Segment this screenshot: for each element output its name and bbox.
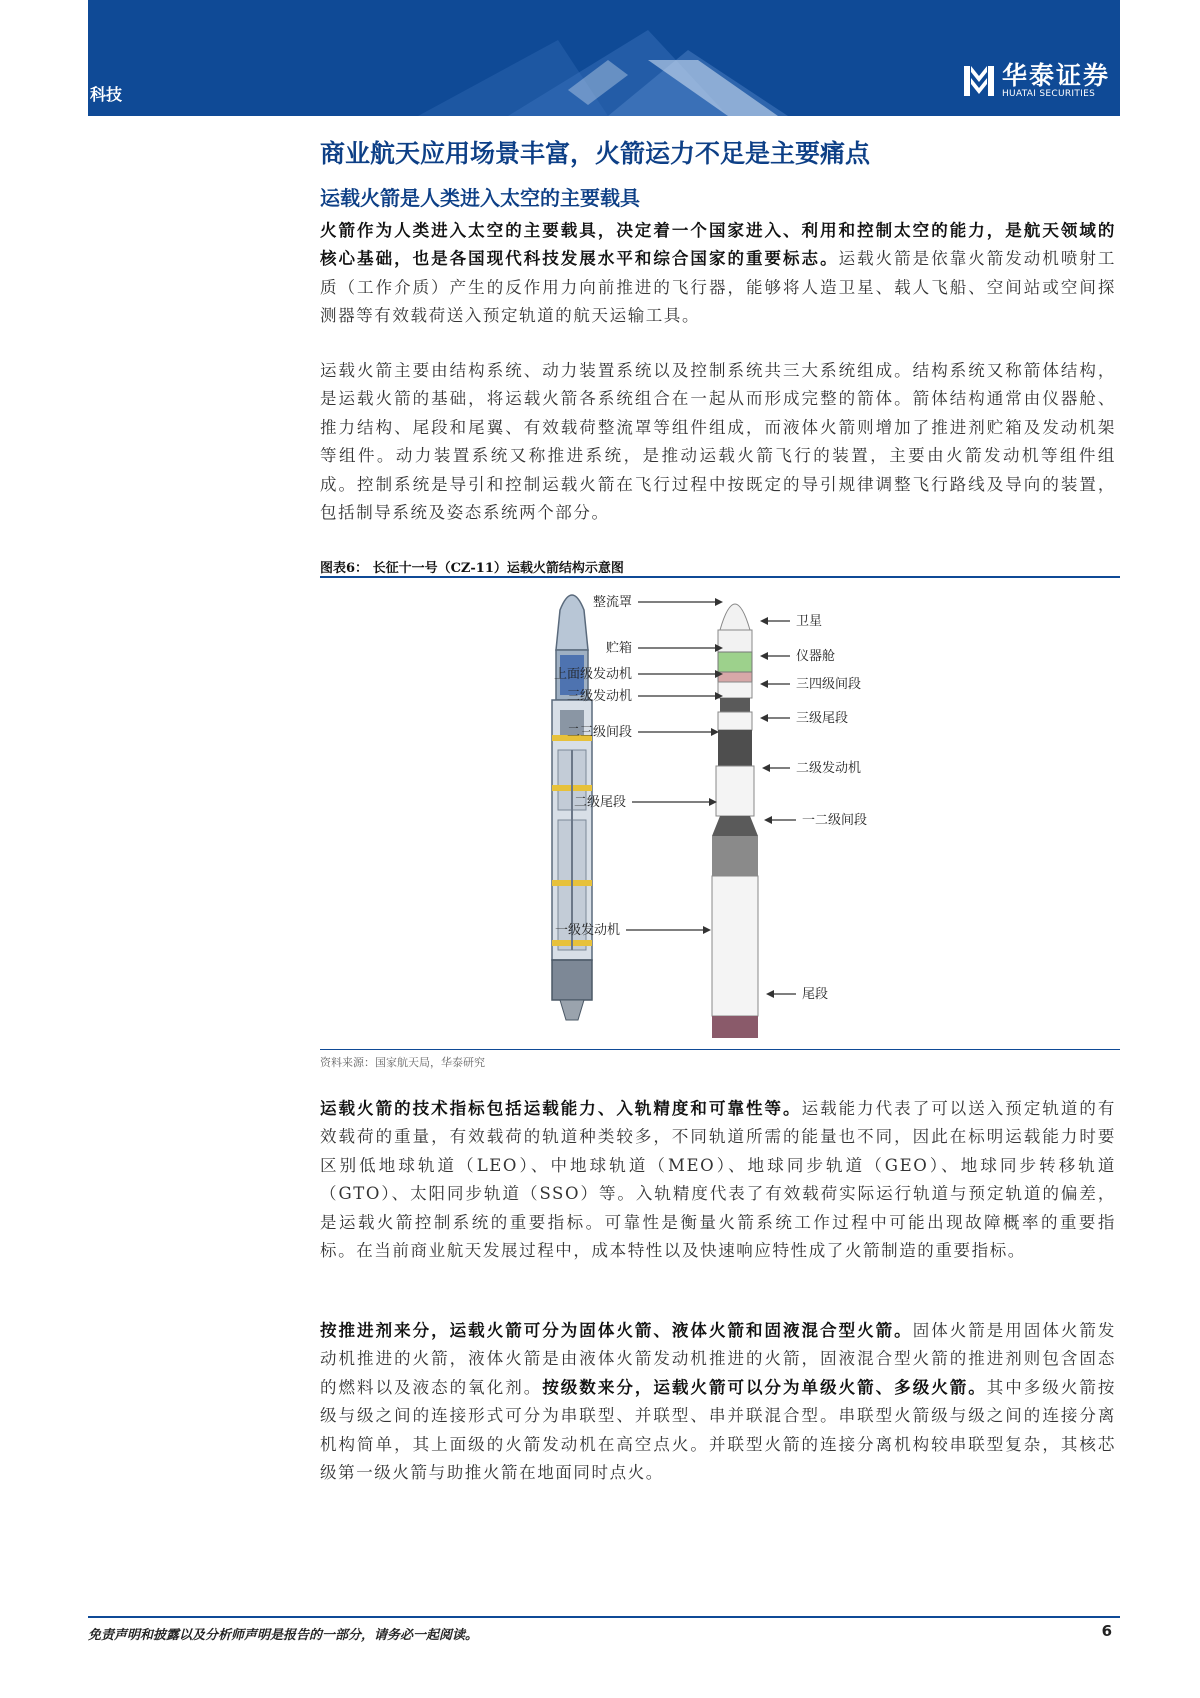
huatai-logo — [962, 62, 1110, 100]
paragraph-1-text: 运载火箭是依靠火箭发动机喷射工质（工作介质）产生的反作用力向前推进的飞行器，能够将人造卫星、载人飞船、空间站或空间探测器等有效载荷送入预定轨道的航天运输工具。 — [320, 249, 1116, 326]
figure-bottom-rule — [320, 1049, 1120, 1050]
label-stage-1-2-interstage: 一二级间段 — [802, 813, 868, 828]
section-subtitle: 运载火箭是人类进入太空的主要载具 — [320, 186, 640, 210]
paragraph-2-text: 运载火箭主要由结构系统、动力装置系统以及控制系统共三大系统组成。结构系统又称箭体结构，是运载火箭的基础，将运载火箭各系统组合在一起从而形成完整的箭体。箭体结构通常由仪器舱、推力结构、尾段和尾翼、有效载荷整流罩等组件组成，而液体火箭则增加了推进剂贮箱及发动机架等组件。动力装置系统又称推进系统，是推动运载火箭飞行的装置，主要由火箭发动机等组件组成。控制系统是导引和控制运载火箭在飞行过程中按既定的导引规律调整飞行路线及导向的装置，包括制导系统及姿态系统两个部分。 — [320, 361, 1116, 523]
logo-english-name: HUATAI SECURITIES — [1001, 89, 1096, 99]
right-labels — [760, 614, 867, 1002]
figure-source: 资料来源：国家航天局，华泰研究 — [320, 1056, 485, 1069]
label-third-stage-aft: 三级尾段 — [796, 711, 849, 726]
label-instrument-cabin: 仪器舱 — [796, 649, 836, 664]
section-label: 科技 — [90, 85, 123, 104]
footer-disclaimer: 免责声明和披露以及分析师声明是报告的一部分，请务必一起阅读。 — [88, 1628, 479, 1643]
rocket-schematic — [712, 604, 758, 1038]
paragraph-1 — [320, 217, 1116, 331]
label-second-stage-aft: 二级尾段 — [573, 795, 626, 810]
paragraph-3 — [320, 1095, 1116, 1265]
figure-title: 图表6： 长征十一号（CZ-11）运载火箭结构示意图 — [320, 561, 624, 576]
label-first-stage-engine: 一级发动机 — [554, 923, 620, 938]
rocket-structure-figure — [320, 580, 1120, 1048]
label-stage-3-4-interstage: 三四级间段 — [796, 677, 862, 692]
label-third-stage-engine: 三级发动机 — [566, 689, 632, 704]
page-number: 6 — [1101, 1622, 1112, 1640]
label-upper-stage-engine: 上面级发动机 — [553, 667, 632, 682]
label-tank: 贮箱 — [605, 641, 632, 656]
paragraph-4-bold-1: 按推进剂来分，运载火箭可分为固体火箭、液体火箭和固液混合型火箭。 — [320, 1321, 913, 1340]
label-satellite: 卫星 — [796, 614, 823, 629]
paragraph-4 — [320, 1317, 1116, 1487]
paragraph-1-bold: 火箭作为人类进入太空的主要载具，决定着一个国家进入、利用和控制太空的能力，是航天领域的核心基础，也是各国现代科技发展水平和综合国家的重要标志。 — [320, 221, 1116, 269]
footer-rule — [88, 1616, 1120, 1618]
report-header-band — [88, 0, 1120, 116]
label-tail-section: 尾段 — [802, 987, 829, 1002]
page-title: 商业航天应用场景丰富，火箭运力不足是主要痛点 — [320, 139, 871, 168]
paragraph-3-text: 运载能力代表了可以送入预定轨道的有效载荷的重量，有效载荷的轨道种类较多，不同轨道所需的能量也不同，因此在标明运载能力时要区别低地球轨道（LEO）、中地球轨道（MEO）、地球同步轨道（GEO）、地球同步转移轨道（GTO）、太阳同步轨道（SSO）等。入轨精度代表了有效载荷实际运行轨道与预定轨道的偏差，是运载火箭控制系统的重要指标。可靠性是衡量火箭系统工作过程中可能出现故障概率的重要指标。在当前商业航天发展过程中，成本特性以及快速响应特性成了火箭制造的重要指标。 — [320, 1099, 1117, 1261]
label-second-stage-engine: 二级发动机 — [796, 761, 862, 776]
paragraph-4-bold-2: 按级数来分，运载火箭可以分为单级火箭、多级火箭。 — [542, 1377, 987, 1397]
paragraph-3-bold: 运载火箭的技术指标包括运载能力、入轨精度和可靠性等。 — [320, 1099, 802, 1118]
label-fairing: 整流罩 — [592, 595, 632, 610]
rocket-diagram — [320, 580, 1120, 1048]
paragraph-4-text-2: 其中多级火箭按级与级之间的连接形式可分为串联型、并联型、串并联混合型。串联型火箭级与级之间的连接分离机构简单，其上面级的火箭发动机在高空点火。并联型火箭的连接分离机构较串联型复杂，其核芯级第一级火箭与助推火箭在地面同时点火。 — [320, 1377, 1117, 1483]
paragraph-2 — [320, 357, 1116, 527]
huatai-logo-icon — [962, 62, 996, 100]
paragraph-4-text-1: 固体火箭是用固体火箭发动机推进的火箭，液体火箭是由液体火箭发动机推进的火箭，固液混合型火箭的推进剂则包含固态的燃料以及液态的氧化剂。 — [320, 1321, 1116, 1397]
label-stage-2-3-interstage: 二三级间段 — [566, 725, 632, 740]
logo-chinese-name: 华泰证券 — [1001, 61, 1110, 90]
figure-top-rule — [320, 576, 1120, 578]
